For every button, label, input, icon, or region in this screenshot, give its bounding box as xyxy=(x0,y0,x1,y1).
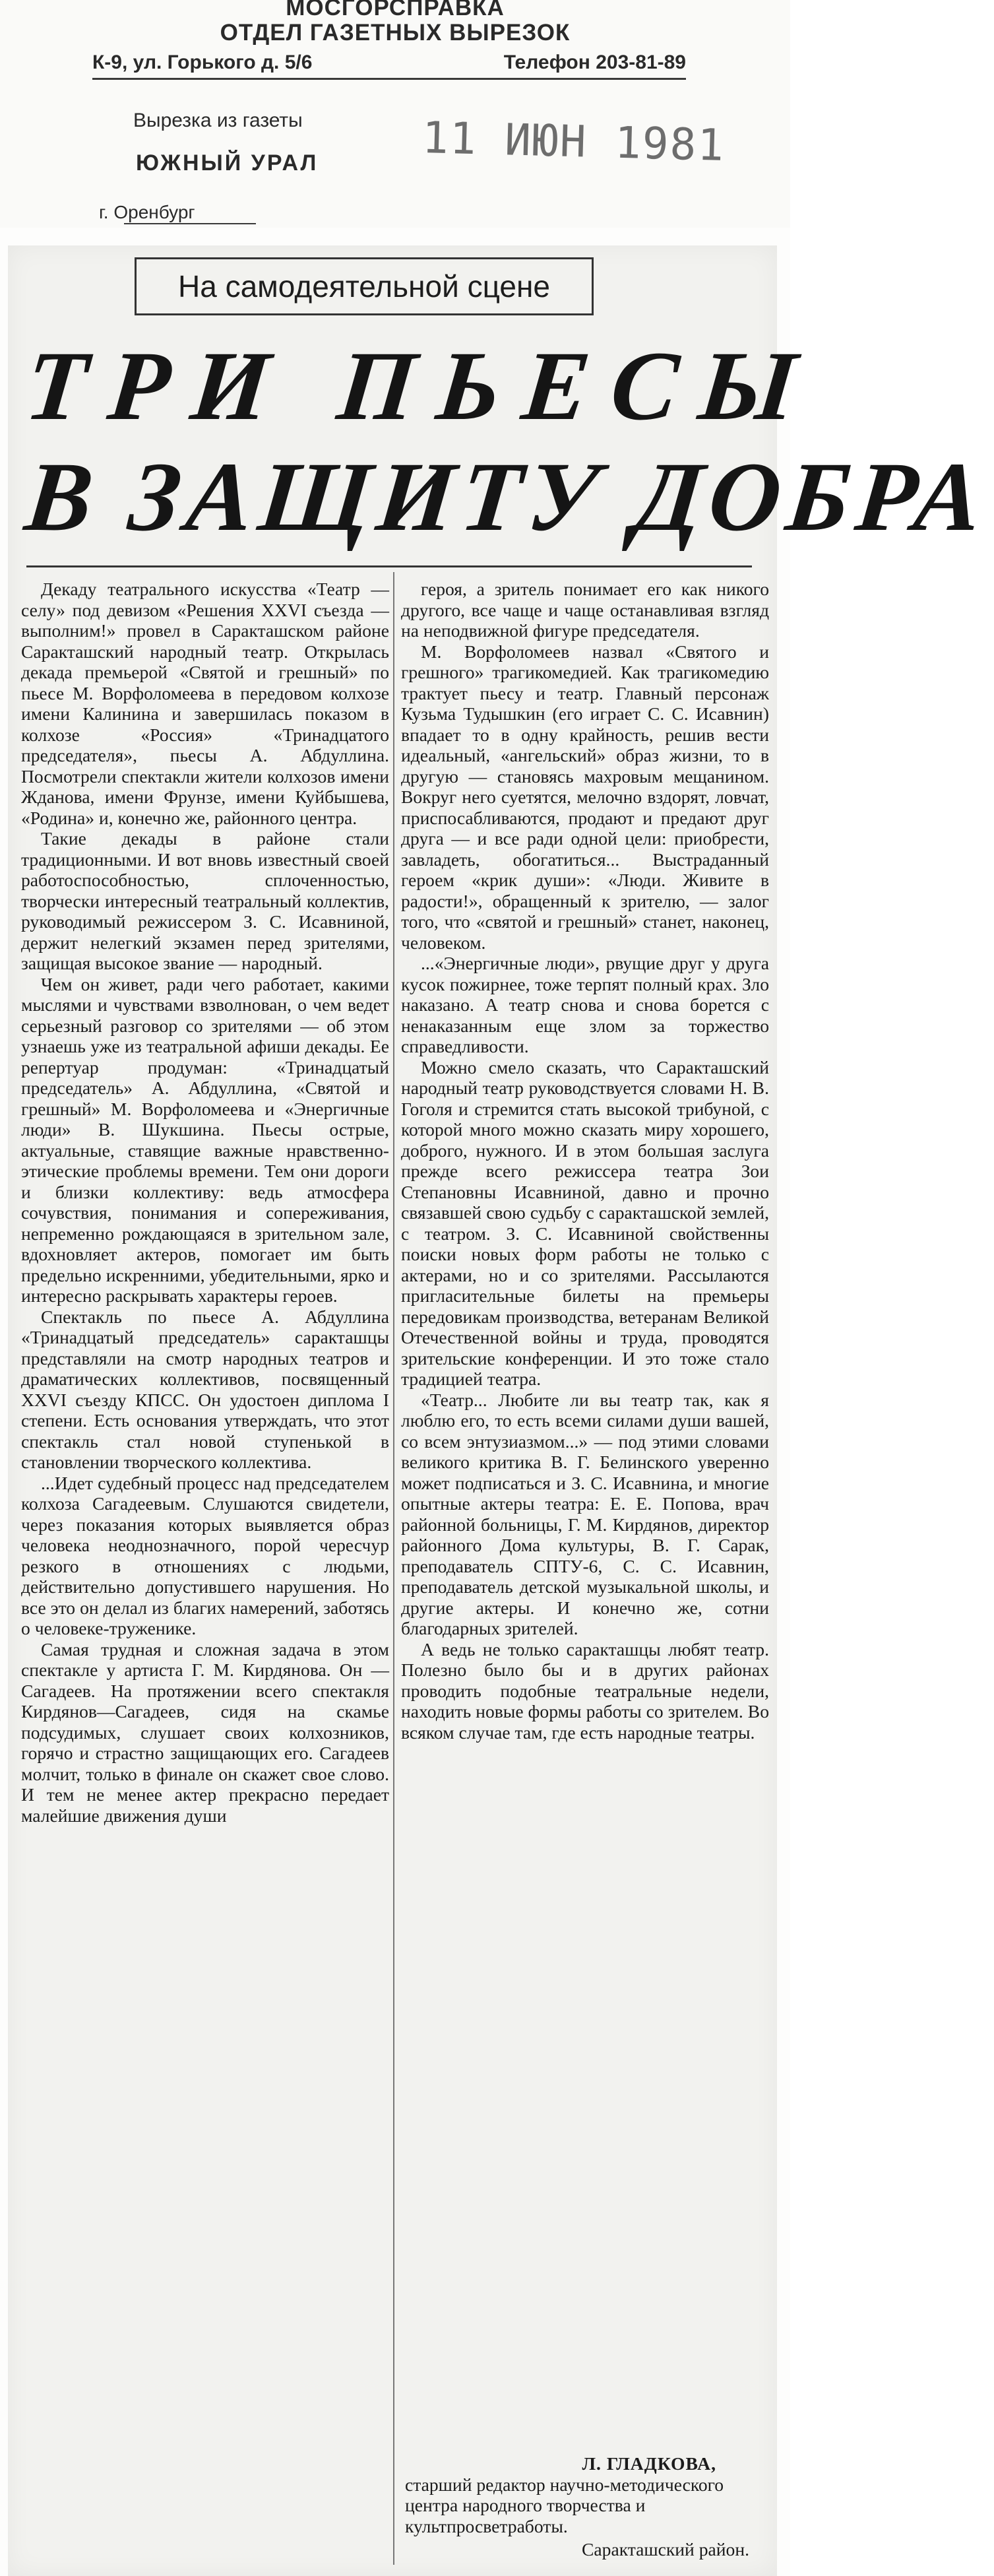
newspaper-name: ЮЖНЫЙ УРАЛ xyxy=(136,150,319,176)
archive-stamp-header xyxy=(0,0,790,228)
paragraph: Чем он живет, ради чего работает, какими мыслями и чувствами взволнован, о чем ведет серьезный разговор со зрителями — об этом узнаешь уже из театральной афиши декады. Ее репертуар продуман: «Тринадцатый председатель» А. Абдуллина, «Святой и грешный» М. Ворфоломеева и «Энергичные люди» В. Шукшина. Пьесы острые, актуальные, ставящие важные нравственно-этические проблемы времени. Тем они дороги и близки коллективу: ведь атмосфера сочувствия, понимания и сопереживания, непременно рождающаяся в зрительном зале, вдохновляет актеров, помогает им быть предельно искренними, убедительными, ярко и интересно раскрывать характеры героев. xyxy=(21,973,389,1306)
city-underline xyxy=(124,223,256,224)
date-stamp: 11 ИЮН 1981 xyxy=(421,112,726,171)
archive-phone: Телефон 203-81-89 xyxy=(503,51,686,73)
paragraph: героя, а зритель понимает его как никого другого, все чаще и чаще останавливая взгляд на неподвижной фигуре председателя. xyxy=(401,579,769,641)
archive-department: ОТДЕЛ ГАЗЕТНЫХ ВЫРЕЗОК xyxy=(220,20,571,46)
newspaper-clipping xyxy=(8,245,994,2576)
paragraph: ...Идет судебный процесс над председателем колхоза Сагадеевым. Слушаются свидетели, через показания которых выявляется образ человека неоднозначного, порой чересчур резкого в отношениях с людьми, действительно допустившего нарушения. Но все это он делал из благих намерений, заботясь о человеке-труженике. xyxy=(21,1472,389,1638)
article-right-column xyxy=(401,579,769,1743)
paragraph: А ведь не только саракташцы любят театр. Полезно было бы и в других районах проводить подобные театральные недели, находить новые формы работы со зрителем. Во всяком случае там, где есть народные театры. xyxy=(401,1638,769,1743)
article-left-column xyxy=(21,579,389,1826)
newspaper-city: г. Оренбург xyxy=(99,202,195,222)
headline-line-1: ТРИ ПЬЕСЫ xyxy=(20,331,824,441)
author-name: Л. ГЛАДКОВА, xyxy=(582,2453,716,2474)
archive-org-name: МОСГОРСПРАВКА xyxy=(286,0,505,20)
paragraph: «Театр... Любите ли вы театр так, как я люблю его, то есть всеми силами души вашей, со всем энтузиазмом...» — под этими словами великого критика В. Г. Белинского уверенно может подписаться и З. С. Исавнина, и многие опытные актеры театра: Е. Е. Попова, врач районной больницы, Г. М. Кирдянов, директор районного Дома культуры, В. Г. Сарак, преподаватель СПТУ-6, С. С. Исавнин, преподаватель детской музыкальной школы, и другие актеры. И конечно же, сотни благодарных зрителей. xyxy=(401,1389,769,1638)
rubric-box: На самодеятельной сцене xyxy=(135,257,594,315)
paragraph: Декаду театрального искусства «Театр — селу» под девизом «Решения XXVI съезда — выполним!» провел в Саракташском районе Саракташский народный театр. Открылась декада премьерой «Святой и грешный» по пьесе М. Ворфоломеева в передовом колхозе имени Калинина и завершилась показом в колхозе «Россия» «Тринадцатого председателя», пьесы А. Абдуллина. Посмотрели спектакли жители колхозов имени Жданова, имени Фрунзе, имени Куйбышева, «Родина» и, конечно же, районного центра. xyxy=(21,579,389,828)
paragraph: Спектакль по пьесе А. Абдуллина «Тринадцатый председатель» саракташцы представляли на смотр народных театров и драматических коллективов, посвященный XXVI съезду КПСС. Он удостоен диплома I степени. Есть основания утверждать, что этот спектакль стал новой ступенькой в становлении творческого коллектива. xyxy=(21,1306,389,1472)
archive-address: К-9, ул. Горького д. 5/6 xyxy=(92,51,313,73)
author-title: старший редактор научно-методического центра народного творчества и культпросветработы. xyxy=(405,2474,724,2536)
paragraph: М. Ворфоломеев назвал «Святого и грешного» трагикомедией. Как трагикомедию трактует пьесу и театр. Главный персонаж Кузьма Тудышкин (его играет С. С. Исавнин) впадает то в одну крайность, решив вести идеальный, «ангельский» образ жизни, то в другую — становясь махровым мещанином. Вокруг него суетятся, мелочно вздорят, ловчат, приспосабливаются, продают и предают друг друга — и все ради одной цели: приобрести, завладеть, обогатиться... Выстраданный героем «крик души»: «Люди. Живите в радости!», обращенный к зрителю, — залог того, что «святой и грешный» станет, наконец, человеком. xyxy=(401,641,769,953)
headline-rule xyxy=(26,565,752,567)
column-divider xyxy=(393,572,394,2565)
paragraph: Такие декады в районе стали традиционными. И вот вновь известный своей работоспособностью, сплоченностью, творчески интересный театральный коллектив, руководимый режиссером З. С. Исавниной, держит нелегкий экзамен перед зрителями, защищая высокое звание — народный. xyxy=(21,828,389,973)
archive-divider xyxy=(92,78,686,80)
source-label: Вырезка из газеты xyxy=(133,110,303,131)
author-signature xyxy=(401,2453,769,2560)
paragraph: ...«Энергичные люди», рвущие друг у друга кусок пожирнее, тоже терпят полный крах. Зло наказано. А театр снова и снова борется с ненаказанным еще злом за торжество справедливости. xyxy=(401,953,769,1056)
paragraph: Можно смело сказать, что Саракташский народный театр руководствуется словами Н. В. Гоголя и стремится стать высокой трибуной, с которой много можно сказать миру хорошего, доброго, нужного. И в этом большая заслуга прежде всего режиссера театра Зои Степановны Исавниной, давно и прочно связавшей свою судьбу с саракташской землей, с театром. З. С. Исавниной свойственны поиски новых форм работы не только с актерами, но и со зрителями. Рассылаются пригласительные билеты на премьеры передовикам производства, ветеранам Великой Отечественной войны и труда, проводятся зрительские конференции. И это тоже стало традицией театра. xyxy=(401,1056,769,1389)
archive-contact-row xyxy=(92,51,686,80)
author-place: Саракташский район. xyxy=(582,2539,749,2560)
headline-line-2: В ЗАЩИТУ ДОБРА xyxy=(20,442,994,552)
paragraph: Самая трудная и сложная задача в этом спектакле у артиста Г. М. Кирдянова. Он — Сагадеев. На протяжении всего спектакля Кирдянов—Сагадеев, сидя на скамье подсудимых, слушает своих колхозников, горячо и страстно защищающих его. Сагадеев молчит, только в финале он скажет свое слово. И тем не менее актер прекрасно передает малейшие движения души xyxy=(21,1638,389,1826)
